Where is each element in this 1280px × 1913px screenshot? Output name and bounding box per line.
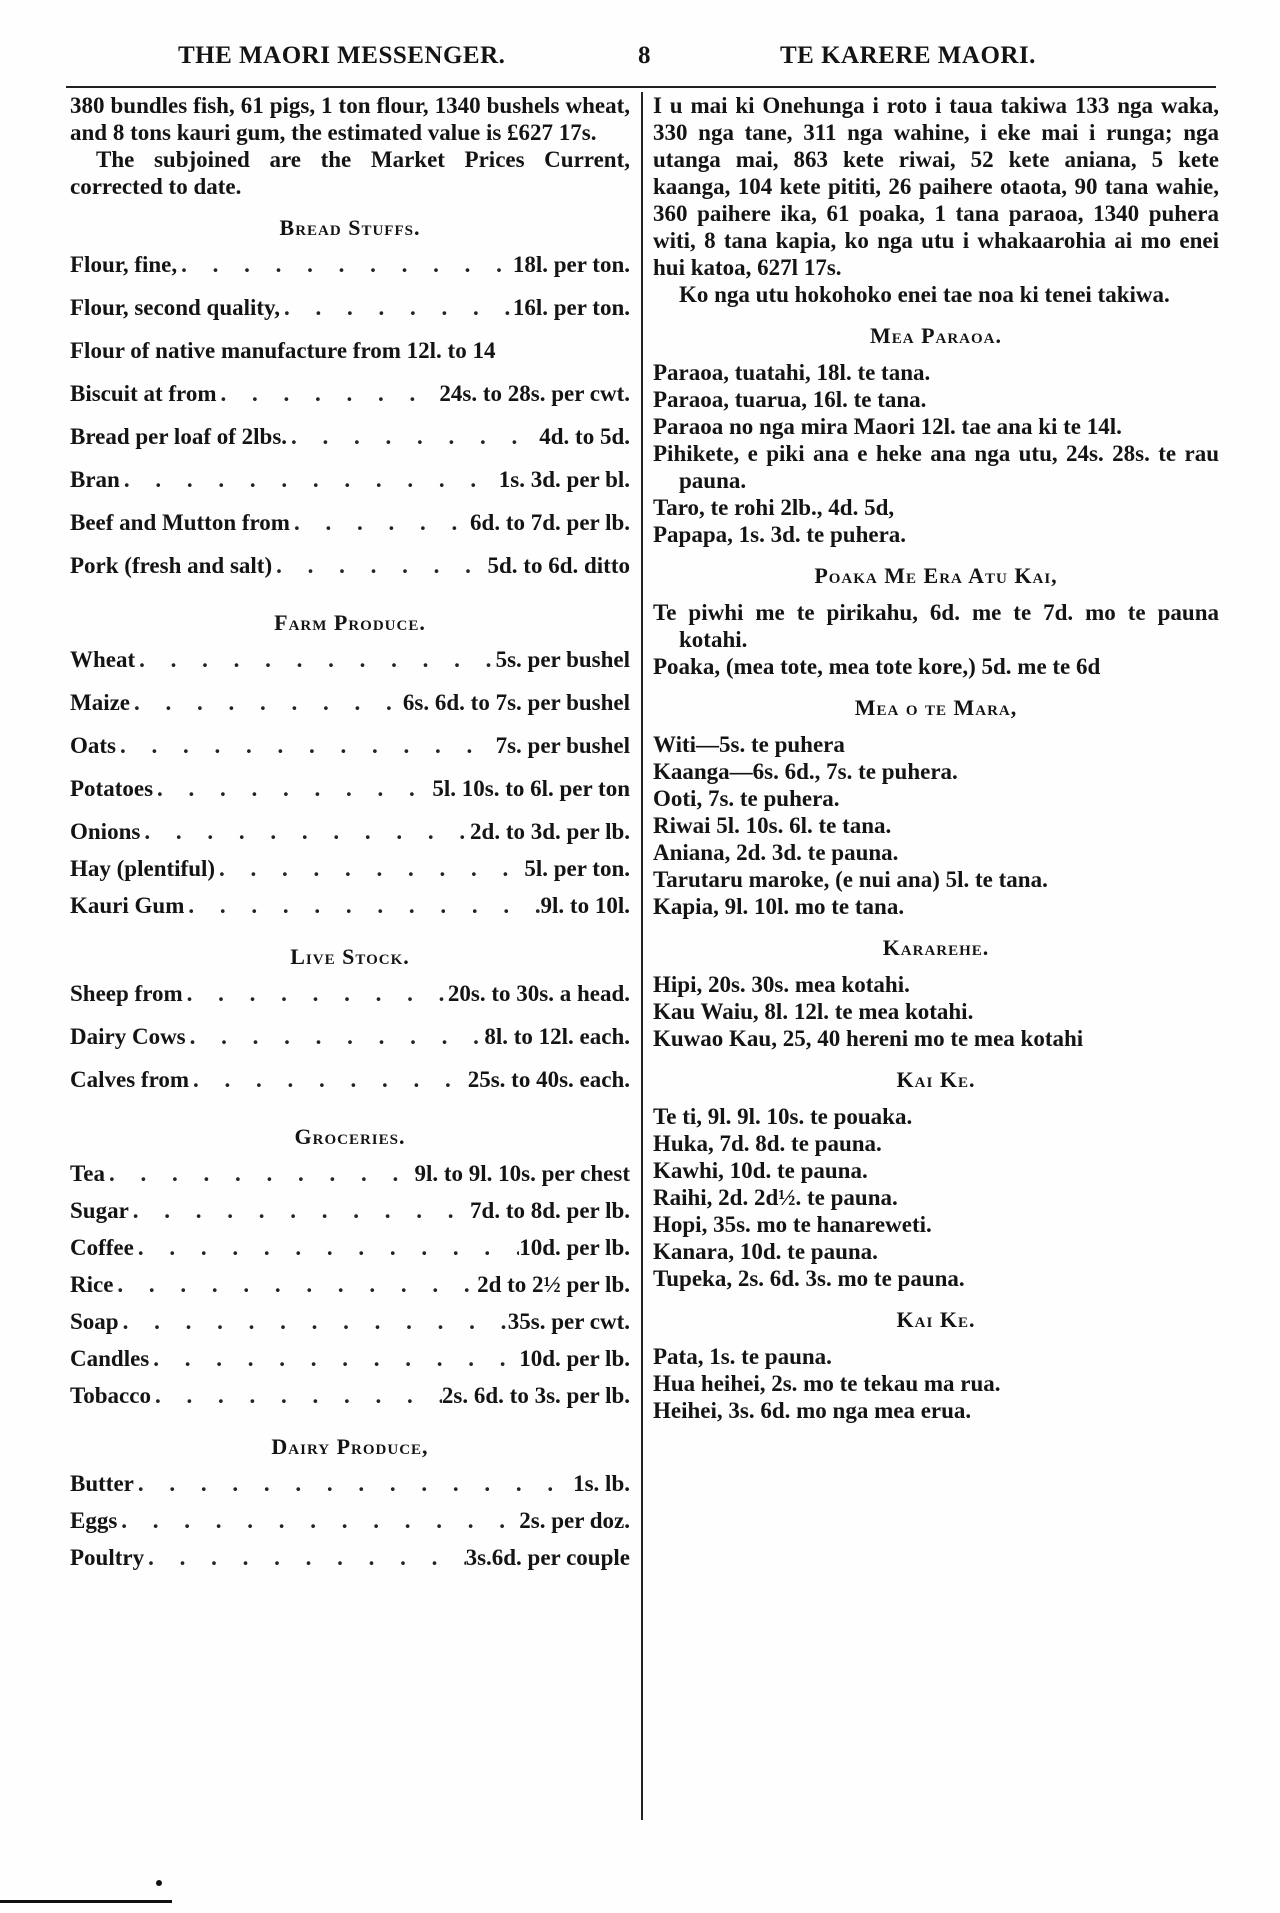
- maori-intro: I u mai ki Onehunga i roto i taua takiwa 133 nga waka, 330 nga tane, 311 nga wahine, i eke mai i runga; nga utanga mai, 863 kete riwai, 52 kete aniana, 5 kete kaanga, 104 kete pititi, 26 paihere otaota, 90 tana wahie, 360 paihere ika, 61 poaka, 1 tana paraoa, 1340 puhera witi, 8 tana kapia, ko nga utu i whakaarohia ai mo enei hui katoa, 627l 17s.: [653, 93, 1219, 280]
- item-price: 7d. to 8d. per lb.: [470, 1198, 630, 1223]
- leader-dots: [280, 294, 513, 321]
- leader-dots: [116, 732, 496, 759]
- price-line: Heihei, 3s. 6d. mo nga mea erua.: [653, 1398, 972, 1423]
- price-row: [70, 294, 630, 337]
- item-name: Biscuit at from: [70, 381, 217, 406]
- price-row: [70, 251, 630, 294]
- ink-speck: [156, 1880, 162, 1886]
- price-line: Hua heihei, 2s. mo te tekau ma rua.: [653, 1371, 1001, 1396]
- item-name: Eggs: [70, 1508, 118, 1533]
- item-name: Calves from: [70, 1067, 190, 1092]
- item-name: Potatoes: [70, 776, 154, 801]
- footer-rule: [0, 1900, 172, 1903]
- price-line: Witi—5s. te puhera: [653, 732, 845, 757]
- item-name: Tobacco: [70, 1383, 151, 1408]
- price-row: [70, 1382, 630, 1419]
- item-name: Beef and Mutton from: [70, 510, 290, 535]
- leader-dots: [151, 1382, 442, 1409]
- item-price: 6s. 6d. to 7s. per bushel: [402, 690, 630, 715]
- item-name: Poultry: [70, 1545, 145, 1570]
- price-line: Paraoa no nga mira Maori 12l. tae ana ki te 14l.: [653, 414, 1122, 439]
- price-row: [70, 892, 630, 929]
- price-row: [70, 818, 630, 855]
- price-row: [70, 646, 630, 689]
- item-price: 5l. 10s. to 6l. per ton: [432, 776, 630, 801]
- header-maori-title: TE KARERE MAORI.: [780, 42, 1036, 69]
- price-line: Paraoa, tuarua, 16l. te tana.: [653, 387, 927, 412]
- item-name: Flour of native manufacture from 12l. to 14: [70, 338, 496, 363]
- price-line: Kapia, 9l. 10l. mo te tana.: [653, 894, 905, 919]
- header-rule: [66, 86, 1216, 88]
- price-line: Aniana, 2d. 3d. te pauna.: [653, 840, 899, 865]
- item-name: Tea: [70, 1161, 105, 1186]
- price-line: Raihi, 2d. 2d½. te pauna.: [653, 1185, 898, 1210]
- section-title: Groceries.: [294, 1124, 406, 1149]
- price-line: Papapa, 1s. 3d. te puhera.: [653, 522, 907, 547]
- item-name: Kauri Gum: [70, 893, 185, 918]
- section-title: Live Stock.: [290, 944, 410, 969]
- price-line: Kuwao Kau, 25, 40 hereni mo te mea kotahi: [653, 1026, 1084, 1051]
- leader-dots: [144, 1544, 465, 1571]
- leader-dots: [113, 1271, 477, 1298]
- price-row: [70, 775, 630, 818]
- leader-dots: [290, 509, 470, 536]
- price-row: [70, 1308, 630, 1345]
- item-price: 5d. to 6d. ditto: [487, 553, 630, 578]
- price-row: [70, 1470, 630, 1507]
- price-row: [70, 855, 630, 892]
- leader-dots: [134, 1234, 519, 1261]
- price-row: [70, 1507, 630, 1544]
- item-name: Butter: [70, 1471, 134, 1496]
- item-price: 8l. to 12l. each.: [484, 1024, 630, 1049]
- item-name: Dairy Cows: [70, 1024, 186, 1049]
- leader-dots: [215, 855, 524, 882]
- price-line: Kawhi, 10d. te pauna.: [653, 1158, 868, 1183]
- leader-dots: [287, 423, 539, 450]
- item-name: Candles: [70, 1346, 150, 1371]
- price-row: [70, 1066, 630, 1109]
- leader-dots: [130, 689, 403, 716]
- price-row: [70, 380, 630, 423]
- leader-dots: [177, 251, 513, 278]
- maori-intro-note: Ko nga utu hokohoko enei tae noa ki tenei takiwa.: [679, 282, 1170, 307]
- item-price: 4d. to 5d.: [539, 424, 630, 449]
- item-price: 2s. per doz.: [519, 1508, 630, 1533]
- item-price: 5s. per bushel: [495, 647, 630, 672]
- item-name: Sheep from: [70, 981, 183, 1006]
- price-row: [70, 337, 630, 380]
- price-line: Tarutaru maroke, (e nui ana) 5l. te tana.: [653, 867, 1048, 892]
- price-line: Kanara, 10d. te pauna.: [653, 1239, 878, 1264]
- price-row: [70, 1023, 630, 1066]
- item-price: 2s. 6d. to 3s. per lb.: [441, 1383, 630, 1408]
- price-row: [70, 980, 630, 1023]
- section-title: Mea Paraoa.: [869, 323, 1003, 348]
- item-name: Onions: [70, 819, 141, 844]
- leader-dots: [119, 1308, 508, 1335]
- item-name: Pork (fresh and salt): [70, 553, 273, 578]
- item-price: 18l. per ton.: [512, 252, 630, 277]
- price-row: [70, 732, 630, 775]
- price-line: Kau Waiu, 8l. 12l. te mea kotahi.: [653, 999, 974, 1024]
- leader-dots: [272, 552, 487, 579]
- section-title: Bread Stuffs.: [279, 215, 421, 240]
- item-price: 10d. per lb.: [519, 1346, 630, 1371]
- section-title: Kai Ke.: [896, 1307, 976, 1332]
- leader-dots: [149, 1345, 519, 1372]
- price-row: [70, 1160, 630, 1197]
- price-row: [70, 423, 630, 466]
- item-name: Bran: [70, 467, 120, 492]
- item-price: 1s. lb.: [573, 1471, 630, 1496]
- item-price: 9l. to 10l.: [540, 893, 630, 918]
- item-price: 1s. 3d. per bl.: [498, 467, 630, 492]
- leader-dots: [105, 1160, 415, 1187]
- item-price: 7s. per bushel: [495, 733, 630, 758]
- leader-dots: [189, 1066, 468, 1093]
- english-intro: 380 bundles fish, 61 pigs, 1 ton flour, 1340 bushels wheat, and 8 tons kauri gum, the estimated value is £627 17s.: [70, 93, 630, 145]
- english-column: [70, 92, 630, 1581]
- section-title: Dairy Produce,: [271, 1434, 429, 1459]
- price-line: Riwai 5l. 10s. 6l. te tana.: [653, 813, 892, 838]
- section-title: Kararehe.: [882, 935, 990, 960]
- item-name: Wheat: [70, 647, 136, 672]
- section-title: Poaka Me Era Atu Kai,: [814, 563, 1058, 588]
- price-line: Poaka, (mea tote, mea tote kore,) 5d. me te 6d: [653, 654, 1101, 679]
- leader-dots: [186, 1023, 485, 1050]
- leader-dots: [184, 892, 540, 919]
- item-name: Flour, second quality,: [70, 295, 281, 320]
- item-price: 20s. to 30s. a head.: [447, 981, 630, 1006]
- price-row: [70, 466, 630, 509]
- item-name: Rice: [70, 1272, 114, 1297]
- price-line: Taro, te rohi 2lb., 4d. 5d,: [653, 495, 895, 520]
- item-name: Hay (plentiful): [70, 856, 216, 881]
- item-price: 9l. to 9l. 10s. per chest: [414, 1161, 630, 1186]
- leader-dots: [134, 1470, 573, 1497]
- leader-dots: [135, 646, 495, 673]
- price-row: [70, 1345, 630, 1382]
- price-line: Paraoa, tuatahi, 18l. te tana.: [653, 360, 931, 385]
- leader-dots: [140, 818, 470, 845]
- item-name: Bread per loaf of 2lbs.: [70, 424, 288, 449]
- price-row: [70, 552, 630, 595]
- price-row: [70, 509, 630, 552]
- item-name: Oats: [70, 733, 116, 758]
- price-line: Hipi, 20s. 30s. mea kotahi.: [653, 972, 910, 997]
- price-row: [70, 1234, 630, 1271]
- leader-dots: [129, 1197, 470, 1224]
- item-name: Sugar: [70, 1198, 129, 1223]
- item-name: Coffee: [70, 1235, 134, 1260]
- item-price: 2d. to 3d. per lb.: [470, 819, 630, 844]
- item-price: 10d. per lb.: [519, 1235, 630, 1260]
- header-english-title: THE MAORI MESSENGER.: [178, 42, 506, 69]
- price-line: Pata, 1s. te pauna.: [653, 1344, 832, 1369]
- leader-dots: [183, 980, 448, 1007]
- price-line: Huka, 7d. 8d. te pauna.: [653, 1131, 882, 1156]
- item-price: 3s.6d. per couple: [465, 1545, 630, 1570]
- item-price: 24s. to 28s. per cwt.: [439, 381, 630, 406]
- english-intro-note: The subjoined are the Market Prices Current, corrected to date.: [70, 147, 630, 199]
- price-row: [70, 1271, 630, 1308]
- item-name: Soap: [70, 1309, 119, 1334]
- price-line: Tupeka, 2s. 6d. 3s. mo te pauna.: [653, 1266, 965, 1291]
- price-row: [70, 1197, 630, 1234]
- leader-dots: [120, 466, 499, 493]
- price-row: [70, 1544, 630, 1581]
- price-line: Ooti, 7s. te puhera.: [653, 786, 840, 811]
- item-price: 6d. to 7d. per lb.: [470, 510, 630, 535]
- leader-dots: [117, 1507, 519, 1534]
- section-title: Farm Produce.: [274, 610, 426, 635]
- maori-column: [653, 92, 1219, 1424]
- price-line: Hopi, 35s. mo te hanareweti.: [653, 1212, 932, 1237]
- price-line: Pihikete, e piki ana e heke ana nga utu, 24s. 28s. te rau pauna.: [653, 441, 1219, 493]
- item-price: 2d to 2½ per lb.: [477, 1272, 630, 1297]
- section-title: Kai Ke.: [896, 1067, 976, 1092]
- page-header: [0, 34, 1280, 74]
- leader-dots: [153, 775, 432, 802]
- page-number: 8: [638, 42, 651, 69]
- item-name: Maize: [70, 690, 131, 715]
- price-row: [70, 689, 630, 732]
- item-price: 35s. per cwt.: [507, 1309, 630, 1334]
- price-line: Te ti, 9l. 9l. 10s. te pouaka.: [653, 1104, 913, 1129]
- item-price: 25s. to 40s. each.: [467, 1067, 630, 1092]
- leader-dots: [217, 380, 440, 407]
- item-price: 16l. per ton.: [512, 295, 630, 320]
- item-name: Flour, fine,: [70, 252, 178, 277]
- section-title: Mea o te Mara,: [854, 695, 1018, 720]
- price-line: Te piwhi me te pirikahu, 6d. me te 7d. mo te pauna kotahi.: [653, 600, 1219, 652]
- item-price: 5l. per ton.: [524, 856, 630, 881]
- column-divider: [641, 92, 643, 1820]
- price-line: Kaanga—6s. 6d., 7s. te puhera.: [653, 759, 958, 784]
